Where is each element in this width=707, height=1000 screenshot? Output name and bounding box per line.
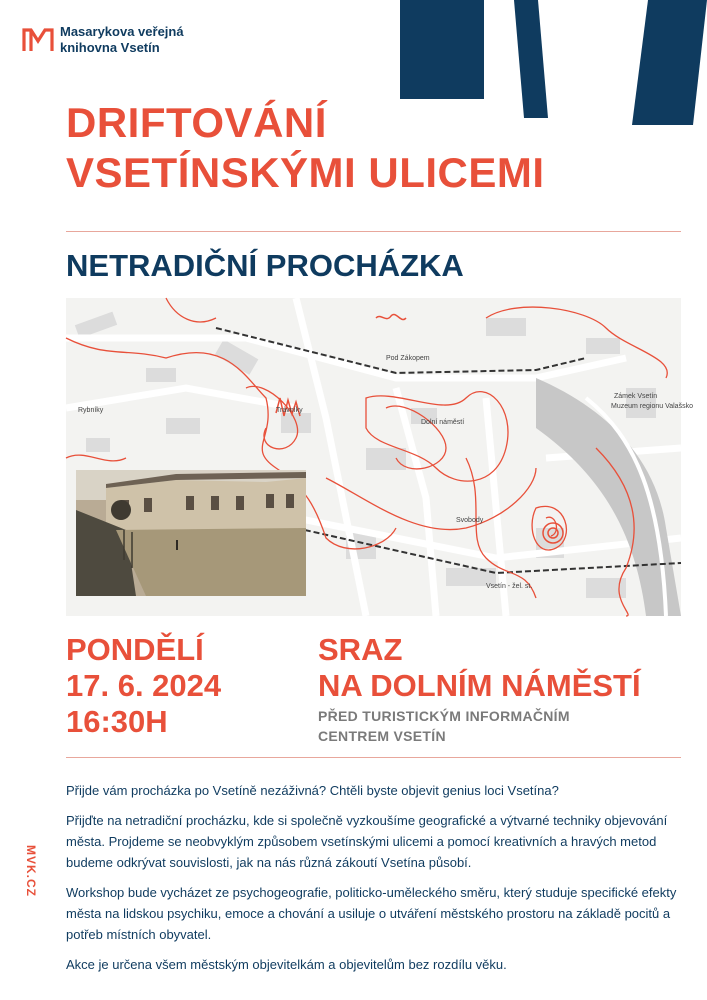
map-label-station: Vsetín - žel. st. [486, 583, 533, 590]
drift-map [66, 298, 693, 616]
paragraph-2: Přijďte na netradiční procházku, kde si společně vyzkoušíme geografické a výtvarné techniky objevování města. Projdeme se neobvyklým způsobem vsetínskými ulicemi a pomocí kreativních a hravých metod budeme odkrývat souvislosti, jak na nás různá zákoutí Vsetína působí. [66, 813, 668, 870]
event-time: 16:30H [66, 704, 168, 739]
event-date: 17. 6. 2024 [66, 668, 222, 703]
meeting-point [318, 632, 641, 746]
map-label-muzeum: Muzeum regionu Valašsko [611, 403, 693, 410]
description [66, 780, 686, 984]
paragraph-1: Přijde vám procházka po Vsetíně nezáživná? Chtěli byste objevit genius loci Vsetína? [66, 783, 559, 798]
title-line-2: VSETÍNSKÝMI ULICEMI [66, 149, 545, 196]
divider-2 [66, 757, 681, 758]
map-label-zamek: Zámek Vsetín [614, 393, 658, 400]
subtitle: NETRADIČNÍ PROCHÁZKA [66, 248, 464, 283]
page-title [66, 98, 626, 198]
logo-line-2: knihovna Vsetín [60, 40, 160, 55]
meeting-line-2: NA DOLNÍM NÁMĚSTÍ [318, 668, 641, 703]
title-line-1: DRIFTOVÁNÍ [66, 99, 327, 146]
library-logo [22, 24, 184, 56]
mvk-logo-icon [22, 27, 54, 53]
map-label-dolni-namesti: Dolní náměstí [421, 419, 465, 426]
event-datetime [66, 632, 221, 740]
map-label-rybniky: Rybníky [78, 407, 104, 414]
map-label-travniky: Trávníky [276, 407, 303, 414]
meeting-line-1: SRAZ [318, 632, 403, 667]
historical-photo [76, 470, 306, 596]
meeting-sub-2: CENTREM VSETÍN [318, 728, 446, 744]
meeting-sub-1: PŘED TURISTICKÝM INFORMAČNÍM [318, 708, 570, 724]
paragraph-3: Workshop bude vycházet ze psychogeografie, politicko-uměleckého směru, který studuje specifické efekty města na lidskou psychiku, emoce a chování a usiluje o utváření městského prostoru na základě pocitů a potřeb místních obyvatel. [66, 885, 677, 942]
map-label-svobody: Svobody [456, 517, 484, 524]
map-label-pod-zakopem: Pod Zákopem [386, 355, 430, 362]
logo-line-1: Masarykova veřejná [60, 24, 184, 39]
side-url [10, 845, 50, 905]
divider [66, 231, 681, 232]
event-day: PONDĚLÍ [66, 632, 204, 667]
website-link[interactable]: MVK.CZ [24, 845, 38, 897]
paragraph-4: Akce je určena všem městským objevitelkám a objevitelům bez rozdílu věku. [66, 957, 507, 972]
